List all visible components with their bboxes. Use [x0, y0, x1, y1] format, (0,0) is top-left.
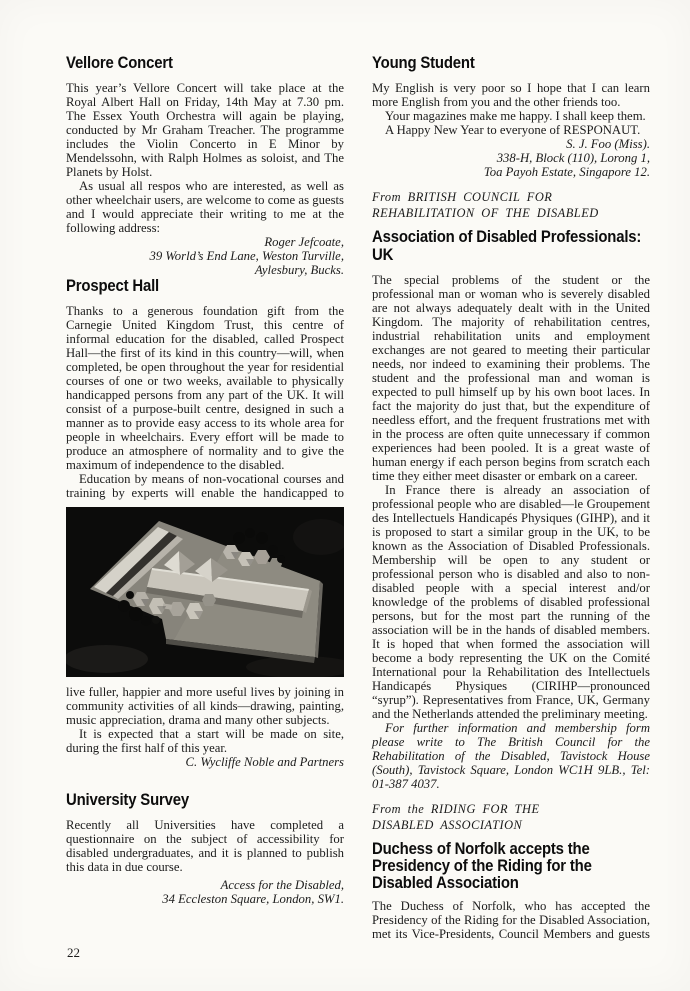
left-column [66, 0, 344, 906]
bcrd-source-kicker [372, 190, 650, 221]
vellore-para-1: This year’s Vellore Concert will take place at the Royal Albert Hall on Friday, 14th May at 7.30 pm. The Essex Youth Orchestra will again be playing, conducted by Mr Graham Treacher. The programme includes the Violin Concerto in E Minor by Mendelssohn, with Ralph Holmes as soloist, and The Planets by Holst. [66, 81, 344, 179]
signature-line: Access for the Disabled, [220, 878, 344, 892]
kicker-line: From BRITISH COUNCIL FOR [372, 190, 553, 204]
prospect-para-3: live fuller, happier and more useful lives by joining in community activities of all kinds—drawing, painting, music appreciation, drama and many other subjects. [66, 685, 344, 727]
university-para-1: Recently all Universities have completed a questionnaire on the subject of accessibility for disabled undergraduates, and it is planned to publish this data in due course. [66, 818, 344, 874]
signature-line: Toa Payoh Estate, Singapore 12. [483, 165, 650, 179]
rda-source-kicker [372, 802, 650, 833]
signature-line: S. J. Foo (Miss). [566, 137, 650, 151]
model-photo-graphic [66, 507, 344, 677]
prospect-para-2: Education by means of non-vocational courses and training by experts will enable the handicapped to [66, 472, 344, 500]
association-para-2: In France there is already an association of professional people who are disabled—le Groupement des Intellectuels Handicapés Physiques (GIHP), and it is proposed to start a similar group in the UK, to be known as the Association of Disabled Professionals. Membership will be open to any student or professional person who is disabled and also to non-disabled people with a special interest and/or knowledge of the problems of disabled professional persons, but for the most part the running of the association will be in the hands of disabled members. It is hoped that when formed the association will become a body representing the UK on the Comité International pour la Rehabilitation des Intellectuels Handicapés Physiques (CIRIHP—pronounced “syrup”). Representatives from France, UK, Germany and the Netherlands attended the preliminary meeting. [372, 483, 650, 721]
vellore-concert-heading: Vellore Concert [66, 53, 173, 72]
kicker-line: DISABLED ASSOCIATION [372, 817, 523, 832]
young-student-para-2: Your magazines make me happy. I shall keep them. [385, 109, 646, 123]
section-university-survey [66, 791, 344, 906]
young-student-para-3: A Happy New Year to everyone of RESPONAUT. [385, 123, 641, 137]
young-student-signature [372, 137, 650, 179]
section-young-student [372, 54, 650, 179]
signature-line: 34 Eccleston Square, London, SW1. [162, 892, 344, 906]
page-number: 22 [67, 945, 80, 960]
signature-line: Aylesbury, Bucks. [254, 263, 344, 277]
association-heading: Association of Disabled Professionals: UK [372, 227, 642, 264]
section-association-disabled-professionals [372, 190, 650, 791]
association-para-1: The special problems of the student or the professional man or woman who is severely disabled are not always adequately dealt with in the United Kingdom. The majority of rehabilitation centres, industrial rehabilitation units and employment exchanges are not geared to meeting their particular needs, nor indeed to examining their problems. The student and the professional man and woman is expected to pull himself up by his own boot laces. In fact the majority do just that, but the expenditure of needless effort, and the frequent frustrations met with in the process are often quite unnecessary if common experiences had been pooled. It is a great waste of human energy if each person begins from scratch each time they either meet disaster or embark on a career. [372, 273, 650, 483]
young-student-heading: Young Student [372, 53, 475, 72]
young-student-para-1: My English is very poor so I hope that I can learn more English from you and the other friends too. [372, 81, 650, 109]
kicker-line: From the RIDING FOR THE [372, 802, 540, 816]
signature-line: C. Wycliffe Noble and Partners [185, 755, 344, 769]
section-vellore-concert [66, 54, 344, 277]
prospect-hall-model-photo [66, 507, 344, 677]
prospect-hall-heading: Prospect Hall [66, 276, 160, 295]
duchess-para-1: The Duchess of Norfolk, who has accepted the Presidency of the Riding for the Disabled Association, met its Vice-Presidents, Council Members and guests [372, 899, 650, 941]
association-para-3: For further information and membership form please write to The British Council for the Rehabilitation of the Disabled, Tavistock House (South), Tavistock Square, London WC1H 9LB., Tel: 01-387 4037. [372, 721, 650, 791]
prospect-para-1: Thanks to a generous foundation gift from the Carnegie United Kingdom Trust, this centre of informal education for the disabled, called Prospect Hall—the first of its kind in this country—will, when completed, be open throughout the year for residential courses of one or two weeks, available to physically handicapped persons from any part of the UK. It will consist of a purpose-built centre, designed in such a manner as to provide easy access to its whole area for people in wheelchairs. Every effort will be made to produce an atmosphere of normality and to give the maximum of independence to the disabled. [66, 304, 344, 472]
signature-line: 39 World’s End Lane, Weston Turville, [149, 249, 344, 263]
vellore-para-2: As usual all respos who are interested, as well as other wheelchair users, are welcome to come as guests and I would appreciate their writing to me at the following address: [66, 179, 344, 235]
right-column [372, 0, 650, 941]
section-prospect-hall [66, 277, 344, 769]
vellore-signature [66, 235, 344, 277]
university-survey-heading: University Survey [66, 790, 189, 809]
prospect-signature [66, 755, 344, 769]
university-signature [66, 878, 344, 906]
section-duchess-of-norfolk [372, 802, 650, 941]
duchess-heading: Duchess of Norfolk accepts the Presidency of the Riding for the Disabled Association [372, 839, 592, 892]
kicker-line: REHABILITATION OF THE DISABLED [372, 205, 599, 220]
signature-line: 338-H, Block (110), Lorong 1, [496, 151, 650, 165]
signature-line: Roger Jefcoate, [264, 235, 344, 249]
prospect-para-4: It is expected that a start will be made on site, during the first half of this year. [66, 727, 344, 755]
